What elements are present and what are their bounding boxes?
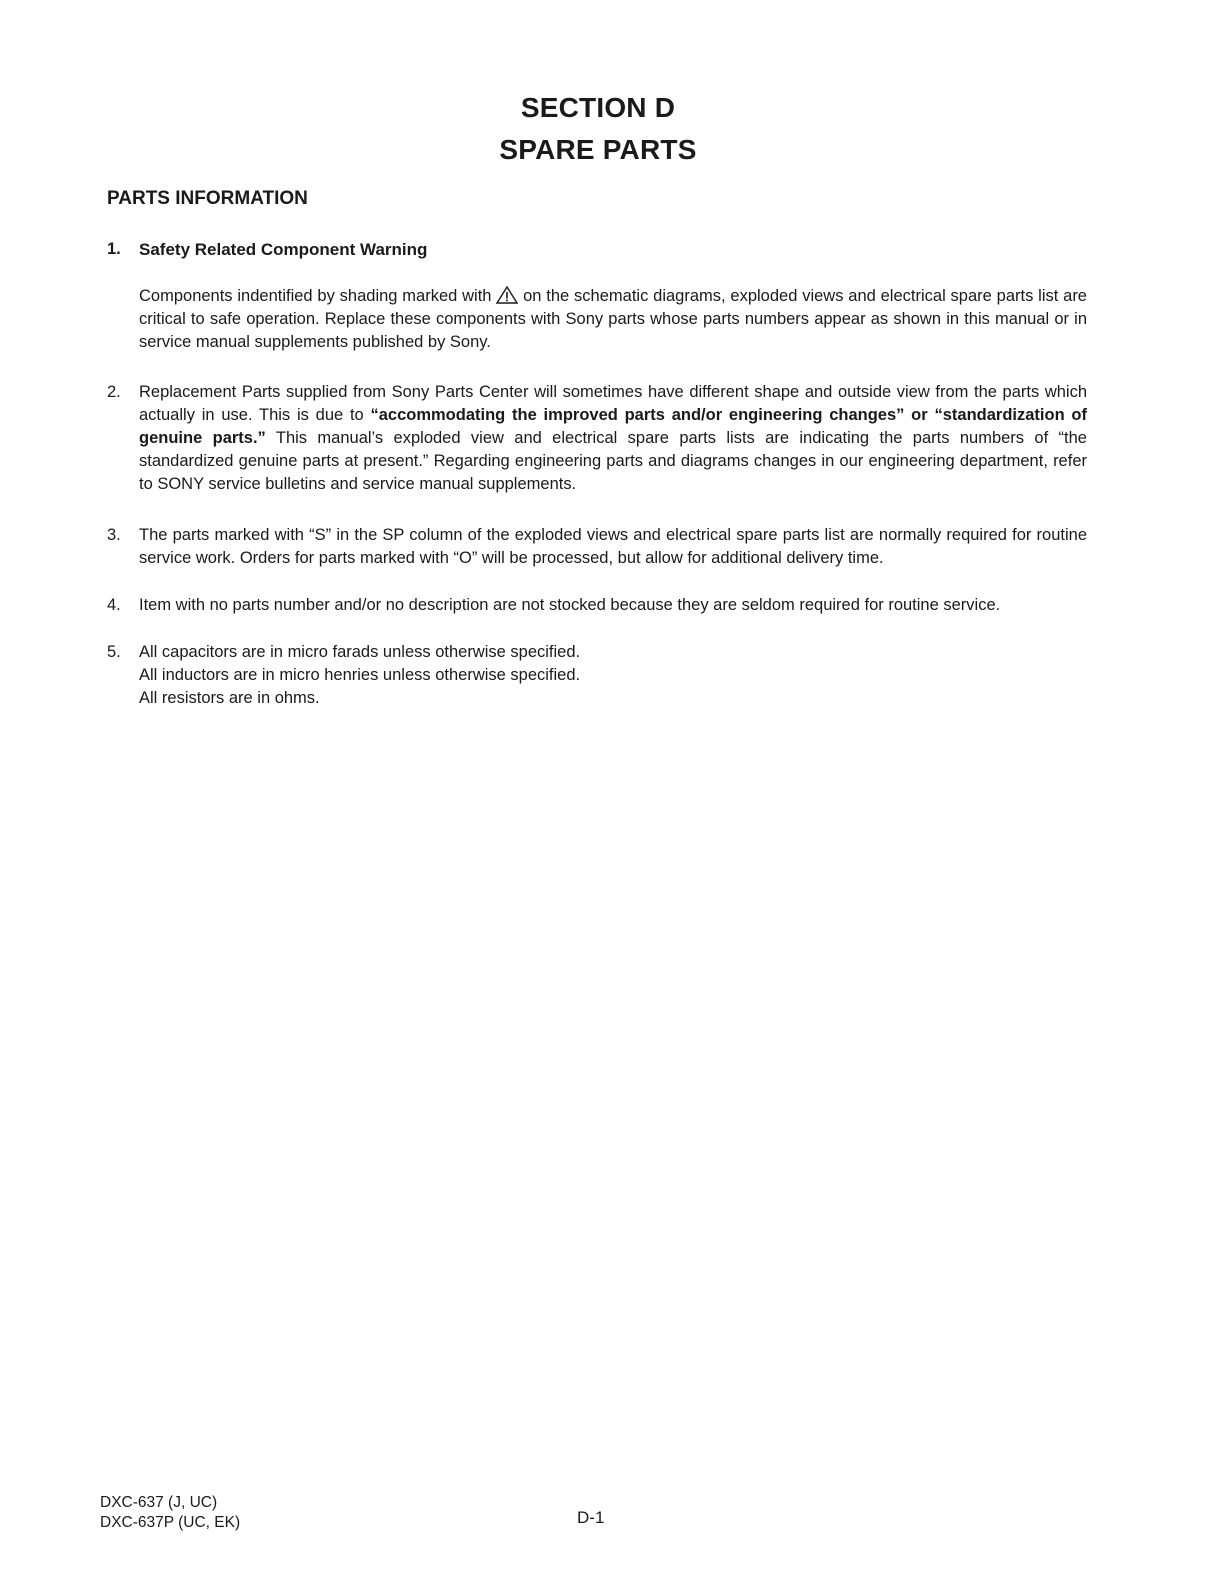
item-paragraph [139, 381, 1087, 496]
item-paragraph [139, 641, 1087, 710]
list-item-5 [107, 641, 1087, 710]
item-paragraph: Item with no parts number and/or no description are not stocked because they are seldom required for routine service. [139, 596, 1001, 614]
item-line: All inductors are in micro henries unless otherwise specified. [139, 666, 581, 684]
section-title: SECTION D [520, 92, 676, 123]
model-line: DXC-637P (UC, EK) [100, 1514, 241, 1531]
item-line: All capacitors are in micro farads unless otherwise specified. [139, 643, 581, 661]
item-number: 1. [107, 240, 121, 258]
parts-information-heading: PARTS INFORMATION [107, 188, 308, 209]
item-text: Replacement Parts supplied from Sony Parts Center will sometimes have different shape and outside view from the parts which actually in use. This is due to [139, 383, 1087, 424]
section-subtitle: SPARE PARTS [499, 134, 697, 165]
item-paragraph: The parts marked with “S” in the SP column of the exploded views and electrical spare parts list are normally required for routine service work. Orders for parts marked with “O” will be processed, but allow for additional delivery time. [139, 526, 1087, 567]
list-item-4 [107, 594, 1087, 617]
warning-triangle-icon [496, 286, 518, 304]
item-text: on the schematic diagrams, exploded views and electrical spare parts list are critical to safe operation. Replace these components with Sony parts whose parts numbers appear as shown in this manual or in service manual supplements published by Sony. [139, 287, 1087, 351]
item-number: 3. [107, 526, 121, 544]
item-emphasis: “accommodating the improved parts and/or engineering changes” [370, 406, 905, 424]
model-line: DXC-637 (J, UC) [100, 1494, 218, 1511]
model-numbers [100, 1493, 240, 1533]
item-number: 4. [107, 596, 121, 614]
item-text: Components indentified by shading marked with [139, 287, 492, 305]
item-title: Safety Related Component Warning [139, 240, 428, 259]
page-number: D-1 [577, 1508, 605, 1527]
item-emphasis: “standardization of genuine parts.” [139, 406, 1087, 447]
list-item-1 [107, 238, 1087, 354]
list-item-2 [107, 381, 1087, 496]
item-number: 2. [107, 383, 121, 401]
item-text: This manual’s exploded view and electrical spare parts lists are indicating the parts numbers of “the standardized genuine parts at present.” Regarding engineering parts and diagrams changes in our engineering department, refer to SONY service bulletins and service manual supplements. [139, 429, 1087, 493]
item-line: All resistors are in ohms. [139, 689, 320, 707]
item-number: 5. [107, 643, 121, 661]
item-text: or [904, 406, 935, 424]
item-paragraph [139, 285, 1087, 354]
list-item-3 [107, 524, 1087, 570]
